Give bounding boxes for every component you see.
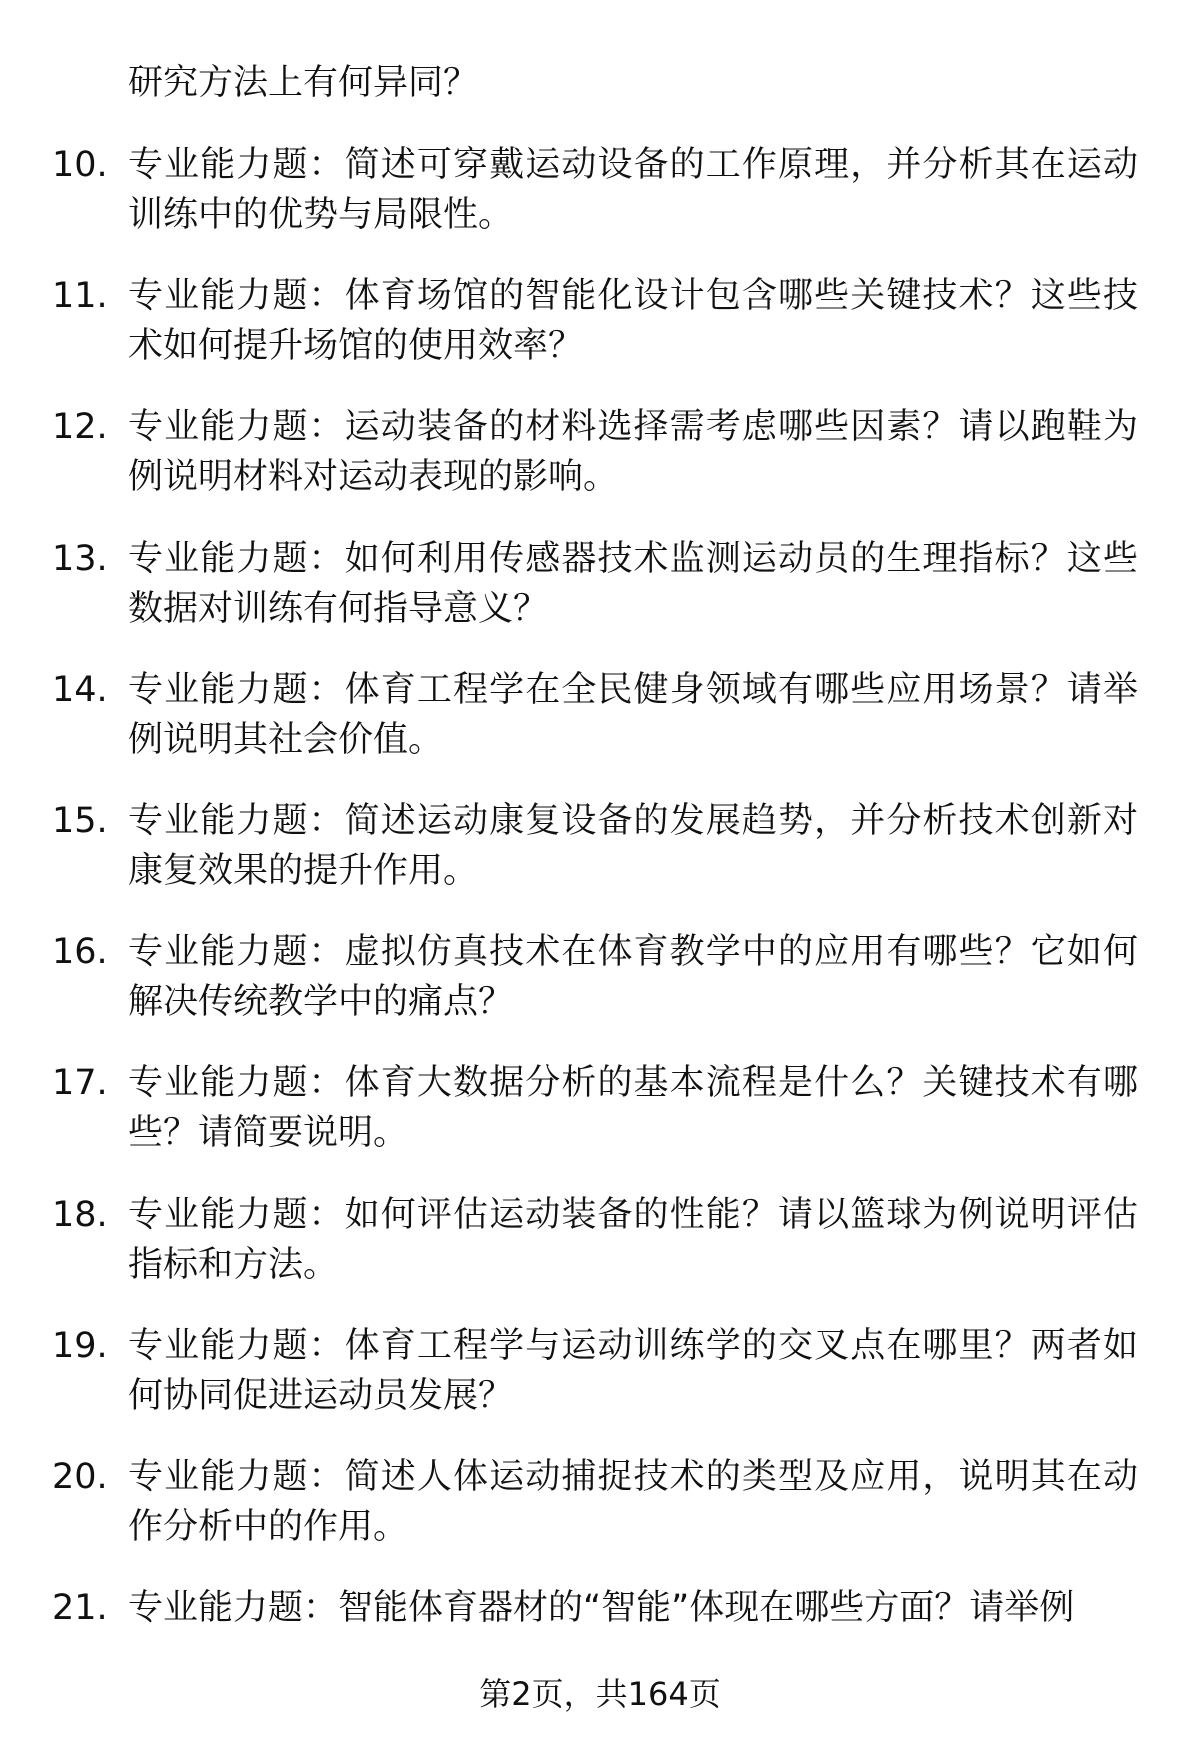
question-item <box>0 665 1200 796</box>
continuation-text: 研究方法上有何异同？ <box>128 63 479 103</box>
question-text: 专业能力题：体育工程学在全民健身领域有哪些应用场景？请举例说明其社会价值。 <box>128 669 1138 760</box>
question-number: 21. <box>52 1588 108 1629</box>
question-item <box>0 1190 1200 1321</box>
question-text: 专业能力题：运动装备的材料选择需考虑哪些因素？请以跑鞋为例说明材料对运动表现的影响。 <box>128 407 1138 498</box>
question-text: 专业能力题：简述人体运动捕捉技术的类型及应用，说明其在动作分析中的作用。 <box>128 1456 1138 1547</box>
question-text: 专业能力题：体育场馆的智能化设计包含哪些关键技术？这些技术如何提升场馆的使用效率？ <box>128 276 1138 367</box>
question-text: 专业能力题：简述可穿戴运动设备的工作原理，并分析其在运动训练中的优势与局限性。 <box>128 145 1138 235</box>
question-item <box>0 534 1200 665</box>
question-list <box>0 140 1200 1714</box>
question-number: 17. <box>52 1063 108 1104</box>
question-text: 专业能力题：如何评估运动装备的性能？请以篮球为例说明评估指标和方法。 <box>128 1194 1138 1285</box>
question-number: 12. <box>52 407 108 448</box>
question-item <box>0 927 1200 1058</box>
question-number: 16. <box>52 932 108 973</box>
question-number: 13. <box>52 538 108 579</box>
question-number: 20. <box>52 1456 108 1497</box>
question-number: 11. <box>52 276 108 317</box>
question-item <box>0 1058 1200 1189</box>
question-item <box>0 1321 1200 1452</box>
page-footer: 第2页，共164页 <box>479 1675 721 1713</box>
question-number: 19. <box>52 1325 108 1366</box>
question-text: 专业能力题：虚拟仿真技术在体育教学中的应用有哪些？它如何解决传统教学中的痛点？ <box>128 932 1138 1023</box>
question-number: 14. <box>52 669 108 710</box>
question-text: 专业能力题：体育大数据分析的基本流程是什么？关键技术有哪些？请简要说明。 <box>128 1063 1138 1154</box>
question-text: 专业能力题：体育工程学与运动训练学的交叉点在哪里？两者如何协同促进运动员发展？ <box>128 1325 1138 1416</box>
question-number: 15. <box>52 800 108 841</box>
question-text: 专业能力题：简述运动康复设备的发展趋势，并分析技术创新对康复效果的提升作用。 <box>128 800 1138 891</box>
question-number: 18. <box>52 1194 108 1235</box>
question-item <box>0 271 1200 402</box>
question-text: 专业能力题：智能体育器材的“智能”体现在哪些方面？请举例 <box>128 1588 1075 1629</box>
question-number: 10. <box>52 145 108 185</box>
question-item <box>0 796 1200 927</box>
question-item <box>0 140 1200 271</box>
question-item <box>0 1452 1200 1583</box>
question-text: 专业能力题：如何利用传感器技术监测运动员的生理指标？这些数据对训练有何指导意义？ <box>128 538 1138 629</box>
question-item <box>0 402 1200 533</box>
